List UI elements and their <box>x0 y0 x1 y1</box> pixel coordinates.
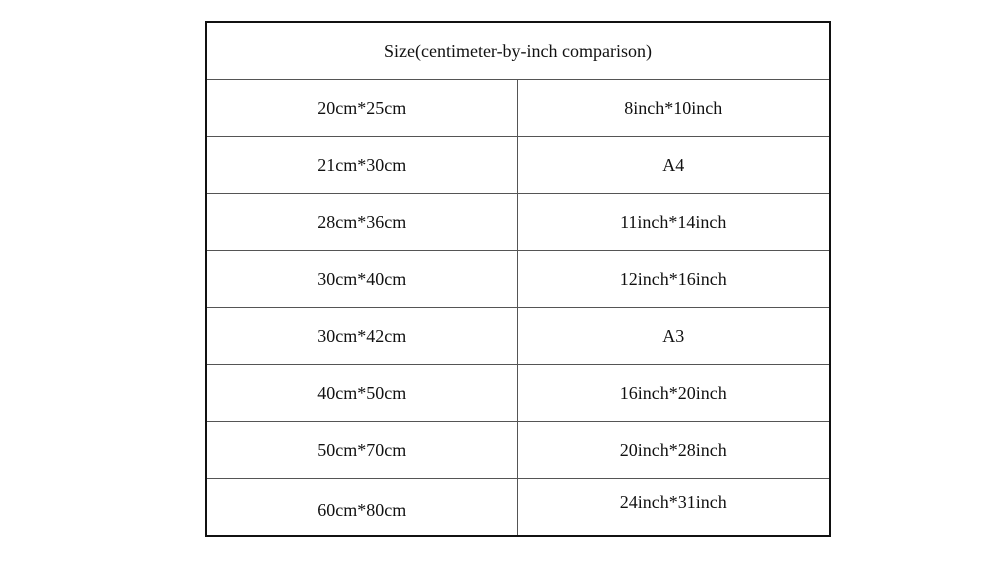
cm-size-cell: 21cm*30cm <box>206 137 517 194</box>
table-row <box>206 137 830 194</box>
cm-size-cell: 28cm*36cm <box>206 194 517 251</box>
table-title: Size(centimeter-by-inch comparison) <box>206 22 830 80</box>
table-row <box>206 194 830 251</box>
table-row <box>206 422 830 479</box>
table-row <box>206 365 830 422</box>
inch-size-cell: 12inch*16inch <box>517 251 830 308</box>
size-comparison-table <box>205 21 831 537</box>
cm-size-cell: 20cm*25cm <box>206 80 517 137</box>
inch-size-text: 24inch*31inch <box>619 491 727 512</box>
cm-size-cell: 30cm*40cm <box>206 251 517 308</box>
cm-size-text: 60cm*80cm <box>317 499 407 520</box>
cm-size-cell: 30cm*42cm <box>206 308 517 365</box>
table-row <box>206 251 830 308</box>
inch-size-cell: 11inch*14inch <box>517 194 830 251</box>
table-header-row <box>206 22 830 80</box>
inch-size-cell: A3 <box>517 308 830 365</box>
inch-size-cell: 8inch*10inch <box>517 80 830 137</box>
cm-size-cell: 40cm*50cm <box>206 365 517 422</box>
cm-size-cell <box>206 479 517 537</box>
inch-size-cell: 20inch*28inch <box>517 422 830 479</box>
inch-size-cell: 16inch*20inch <box>517 365 830 422</box>
cm-size-cell: 50cm*70cm <box>206 422 517 479</box>
table-row <box>206 479 830 537</box>
table-row <box>206 80 830 137</box>
table-row <box>206 308 830 365</box>
inch-size-cell <box>517 479 830 537</box>
inch-size-cell: A4 <box>517 137 830 194</box>
